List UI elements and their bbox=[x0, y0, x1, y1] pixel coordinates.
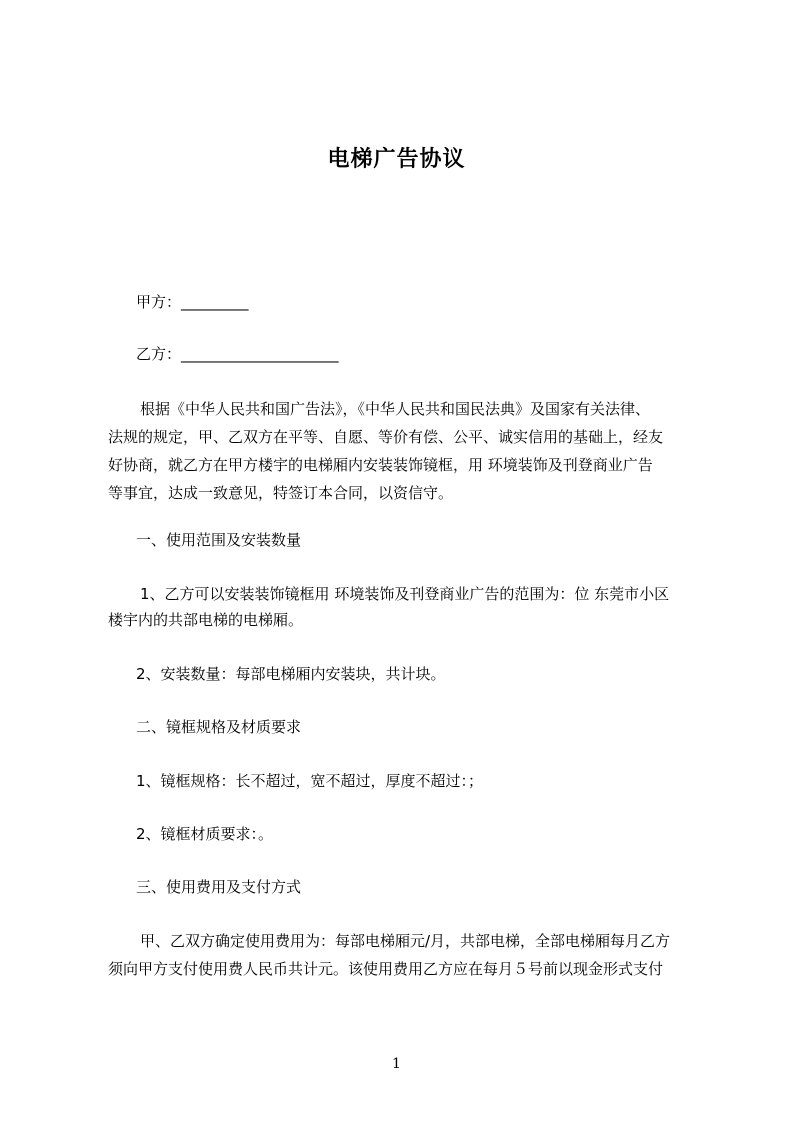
intro-line-2: 法规的规定，甲、乙双方在平等、自愿、等价有偿、公平、诚实信用的基础上，经友 bbox=[108, 428, 664, 446]
section-2-heading: 二、镜框规格及材质要求 bbox=[136, 718, 302, 736]
section-3-heading: 三、使用费用及支付方式 bbox=[136, 878, 302, 896]
section-2-item-2: 2、镜框材质要求：。 bbox=[136, 825, 274, 843]
page-number: 1 bbox=[392, 1056, 401, 1072]
section-1-heading: 一、使用范围及安装数量 bbox=[136, 531, 302, 549]
intro-line-3: 好协商，就乙方在甲方楼宇的电梯厢内安装装饰镜框，用 环境装饰及刊登商业广告 bbox=[108, 456, 653, 474]
party-b-line: 乙方：_____________________ bbox=[136, 345, 339, 363]
document-title: 电梯广告协议 bbox=[327, 147, 466, 172]
intro-line-4: 等事宜，达成一致意见，特签订本合同，以资信守。 bbox=[108, 484, 454, 502]
section-1-item-2: 2、安装数量：每部电梯厢内安装块，共计块。 bbox=[136, 665, 446, 683]
section-3-line-1: 甲、乙双方确定使用费用为：每部电梯厢元/月，共部电梯，全部电梯厢每月乙方 bbox=[140, 932, 671, 950]
intro-line-1: 根据《中华人民共和国广告法》，《中华人民共和国民法典》及国家有关法律、 bbox=[140, 400, 651, 418]
section-2-item-1: 1、镜框规格：长不超过，宽不超过，厚度不超过：； bbox=[136, 772, 484, 790]
section-1-item-1-line-1: 1、乙方可以安装装饰镜框用 环境装饰及刊登商业广告的范围为：位 东莞市小区 bbox=[140, 585, 670, 603]
party-a-line: 甲方：_________ bbox=[136, 293, 249, 311]
section-1-item-1-line-2: 楼宇内的共部电梯的电梯厢。 bbox=[108, 611, 304, 629]
section-3-line-2: 须向甲方支付使用费人民币共计元。该使用费用乙方应在每月５号前以现金形式支付 bbox=[108, 960, 664, 978]
